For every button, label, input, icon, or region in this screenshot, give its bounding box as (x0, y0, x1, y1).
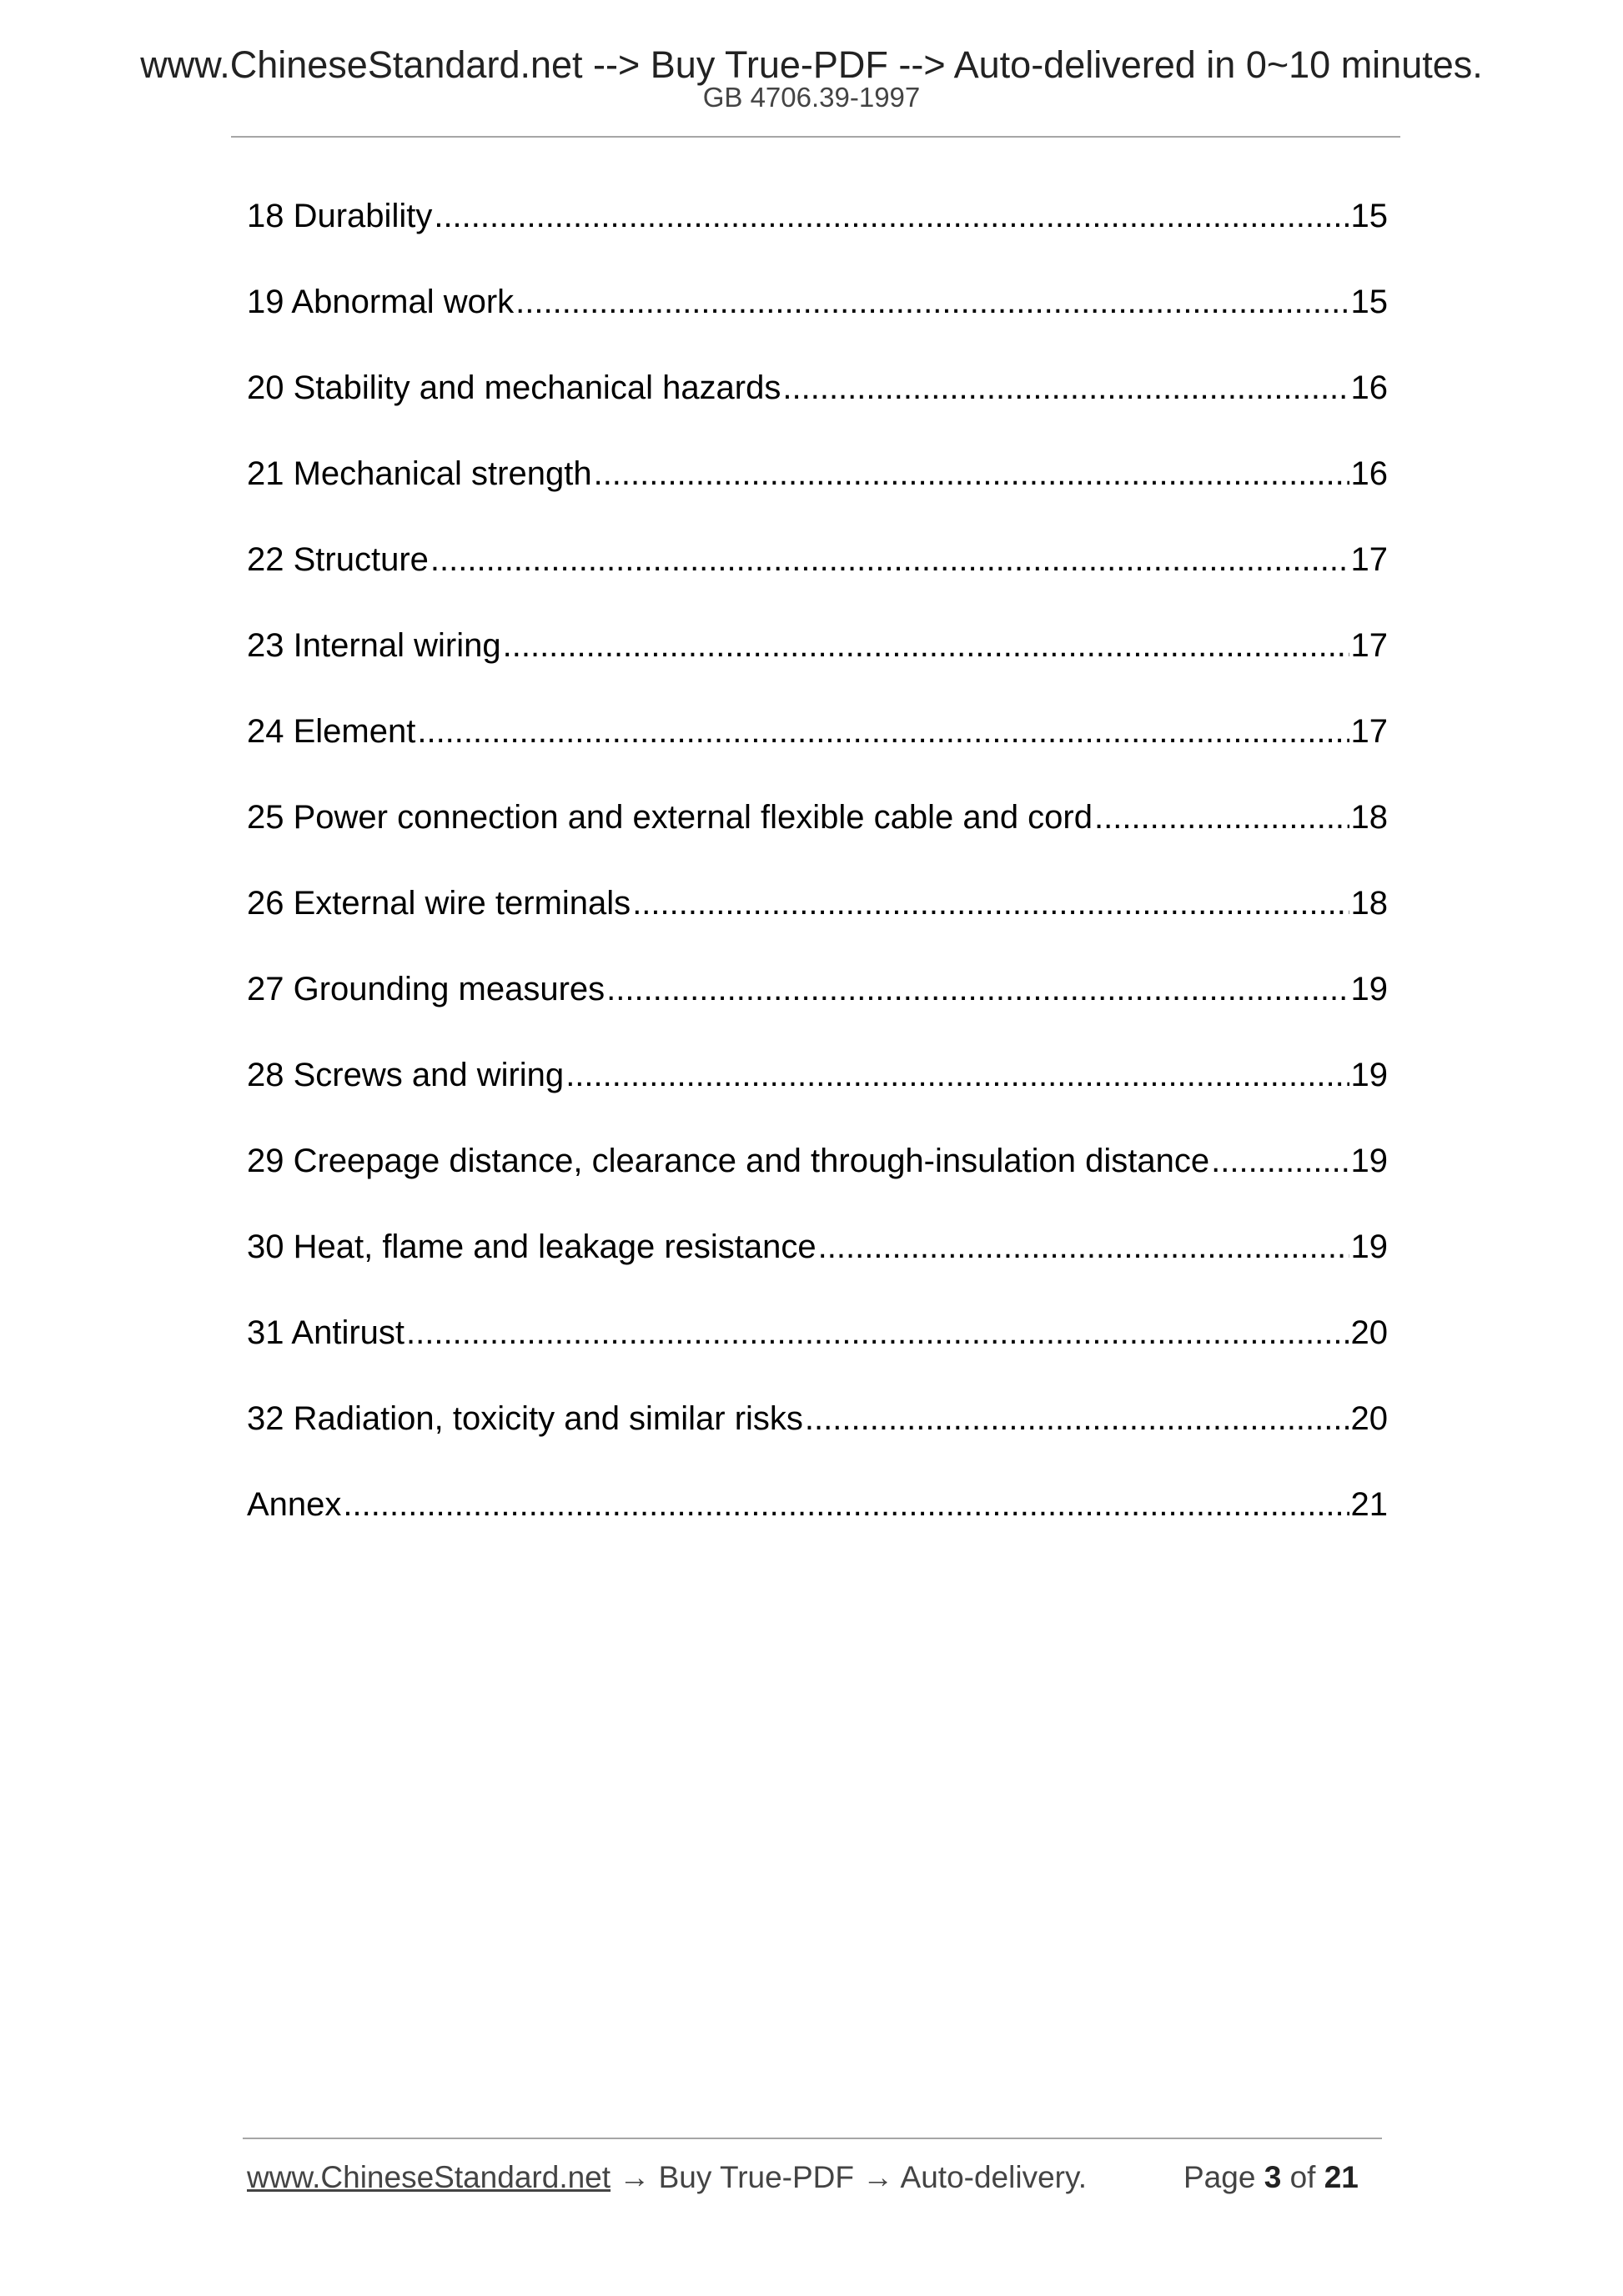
document-code: GB 4706.39-1997 (702, 82, 921, 113)
toc-dot-leader (343, 1484, 1349, 1525)
toc-entry[interactable] (247, 453, 1388, 495)
toc-entry-title: 19 Abnormal work (247, 284, 515, 320)
toc-entry-title: 18 Durability (247, 198, 433, 234)
auto-delivery-text: Auto-delivery. (900, 2160, 1088, 2194)
toc-dot-leader (805, 1398, 1349, 1439)
toc-entry[interactable] (247, 1054, 1388, 1096)
site-link[interactable]: www.ChineseStandard.net (247, 2160, 611, 2194)
toc-dot-leader (606, 968, 1349, 1010)
page-indicator (1183, 2158, 1359, 2197)
footer-divider (243, 2138, 1382, 2139)
footer-promo (247, 2158, 1087, 2197)
toc-entry-title: 23 Internal wiring (247, 627, 501, 664)
toc-entry-title: 30 Heat, flame and leakage resistance (247, 1228, 817, 1265)
toc-entry-title: 21 Mechanical strength (247, 455, 592, 492)
toc-entry-title: 31 Antirust (247, 1314, 405, 1351)
toc-entry-title: 28 Screws and wiring (247, 1057, 565, 1093)
toc-entry[interactable] (247, 1140, 1388, 1182)
toc-entry[interactable] (247, 711, 1388, 752)
toc-entry-title: 20 Stability and mechanical hazards (247, 369, 781, 406)
toc-entry-page: 15 (1350, 284, 1388, 320)
arrow-right-icon: → (862, 2160, 894, 2194)
site-banner: www.ChineseStandard.net --> Buy True-PDF --> Auto-delivered in 0~10 minutes. (140, 43, 1483, 86)
toc-entry[interactable] (247, 968, 1388, 1010)
toc-dot-leader (1211, 1140, 1349, 1182)
toc-entry-title: 26 External wire terminals (247, 885, 631, 922)
toc-entry-page: 17 (1350, 541, 1388, 578)
toc-entry-page: 20 (1350, 1314, 1388, 1351)
toc-dot-leader (818, 1226, 1349, 1268)
toc-entry[interactable] (247, 625, 1388, 666)
toc-entry-title: Annex (247, 1486, 342, 1523)
toc-entry-page: 19 (1350, 971, 1388, 1007)
toc-entry-page: 15 (1350, 198, 1388, 234)
toc-entry-page: 18 (1350, 885, 1388, 922)
toc-entry-page: 17 (1350, 713, 1388, 750)
table-of-contents (247, 0, 1388, 2296)
toc-entry[interactable] (247, 882, 1388, 924)
toc-entry[interactable] (247, 195, 1388, 237)
toc-entry-page: 21 (1350, 1486, 1388, 1523)
page-current: 3 (1264, 2160, 1282, 2194)
toc-dot-leader (1094, 796, 1349, 838)
toc-entry-page: 19 (1350, 1143, 1388, 1179)
toc-entry[interactable] (247, 796, 1388, 838)
toc-entry-title: 32 Radiation, toxicity and similar risks (247, 1400, 803, 1437)
toc-entry-title: 24 Element (247, 713, 416, 750)
toc-entry-page: 19 (1350, 1228, 1388, 1265)
toc-dot-leader (782, 367, 1349, 409)
toc-dot-leader (417, 711, 1349, 752)
toc-entry-title: 29 Creepage distance, clearance and through-insulation distance (247, 1143, 1210, 1179)
page-total: 21 (1324, 2160, 1359, 2194)
page-of-label: of (1289, 2160, 1316, 2194)
toc-entry[interactable] (247, 281, 1388, 323)
toc-entry-page: 16 (1350, 455, 1388, 492)
toc-entry-title: 22 Structure (247, 541, 429, 578)
toc-entry-title: 25 Power connection and external flexible cable and cord (247, 799, 1093, 836)
toc-entry-page: 16 (1350, 369, 1388, 406)
toc-entry[interactable] (247, 367, 1388, 409)
toc-entry[interactable] (247, 1312, 1388, 1354)
toc-entry-page: 17 (1350, 627, 1388, 664)
toc-dot-leader (632, 882, 1349, 924)
toc-entry[interactable] (247, 1398, 1388, 1439)
toc-entry-page: 18 (1350, 799, 1388, 836)
toc-entry-title: 27 Grounding measures (247, 971, 605, 1007)
toc-entry[interactable] (247, 1226, 1388, 1268)
buy-true-pdf-text: Buy True-PDF (658, 2160, 855, 2194)
toc-dot-leader (594, 453, 1349, 495)
toc-entry[interactable] (247, 539, 1388, 580)
toc-dot-leader (430, 539, 1349, 580)
toc-dot-leader (434, 195, 1349, 237)
page-label: Page (1183, 2160, 1256, 2194)
toc-entry-page: 19 (1350, 1057, 1388, 1093)
arrow-right-icon: → (619, 2160, 651, 2194)
toc-dot-leader (515, 281, 1349, 323)
toc-entry-page: 20 (1350, 1400, 1388, 1437)
toc-dot-leader (565, 1054, 1349, 1096)
toc-dot-leader (406, 1312, 1349, 1354)
toc-entry[interactable] (247, 1484, 1388, 1525)
toc-dot-leader (503, 625, 1349, 666)
